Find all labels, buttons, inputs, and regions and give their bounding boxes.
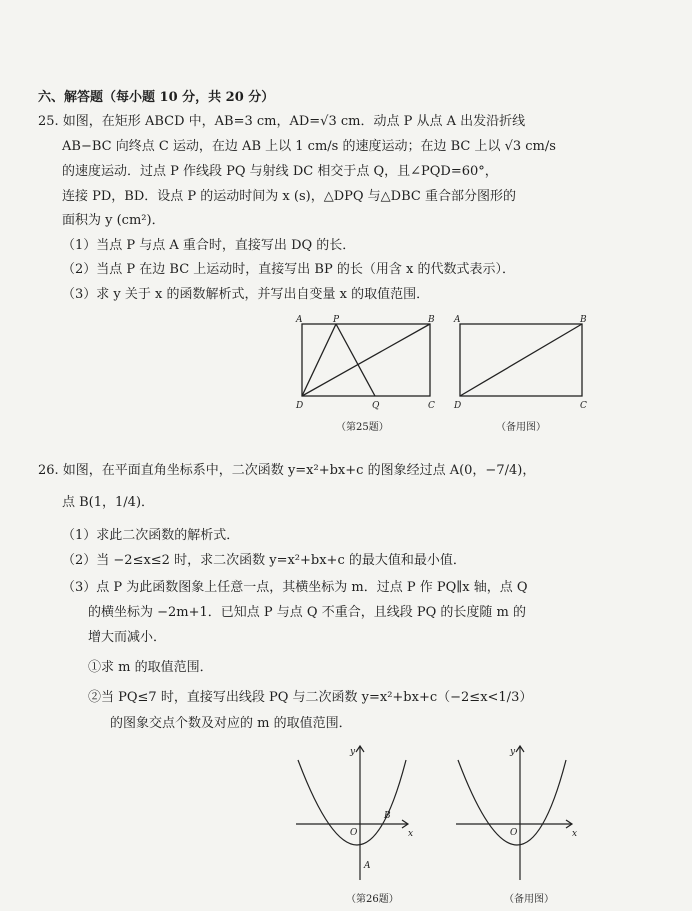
q25-label-q: Q — [372, 401, 380, 411]
q26-label-a: A — [364, 861, 371, 871]
q26-part-1: （1）求此二次函数的解析式． — [62, 528, 240, 543]
q25-label-d: D — [296, 401, 304, 411]
q25-part-3: （3）求 y 关于 x 的函数解析式，并写出自变量 x 的取值范围． — [62, 287, 430, 302]
q26-part-2: （2）当 −2≤x≤2 时，求二次函数 y=x²+bx+c 的最大值和最小值． — [62, 553, 466, 568]
q25-caption-spare: （备用图） — [496, 422, 546, 433]
q26-subpart-2-line-2: 的图象交点个数及对应的 m 的取值范围． — [110, 716, 352, 731]
q26-subpart-1: ①求 m 的取值范围． — [88, 660, 213, 675]
section-heading: 六、解答题（每小题 10 分，共 20 分） — [38, 90, 275, 105]
q25-part-2: （2）当点 P 在边 BC 上运动时，直接写出 BP 的长（用含 x 的代数式表示）． — [62, 262, 515, 277]
q26-part-3-line-3: 增大而减小． — [88, 630, 167, 645]
q26-label-b: B — [384, 811, 391, 821]
q25-spare-label-c: C — [580, 401, 587, 411]
q25-spare-label-a: A — [454, 315, 461, 325]
q26-label-x: x — [408, 829, 414, 839]
q26-spare-label-y: y — [510, 747, 516, 757]
q25-spare-label-b: B — [580, 315, 587, 325]
q25-line-4: 连接 PD，BD．设点 P 的运动时间为 x (s)，△DPQ 与△DBC 重合部分图形的 — [62, 189, 516, 204]
q25-spare-segment-db — [460, 324, 582, 396]
q25-line-2: AB−BC 向终点 C 运动，在边 AB 上以 1 cm/s 的速度运动；在边 BC 上以 √3 cm/s — [62, 139, 556, 154]
q25-label-b: B — [428, 315, 435, 325]
q26-spare-label-x: x — [572, 829, 578, 839]
q26-line-2: 点 B(1，1/4)． — [62, 495, 155, 510]
q25-spare-label-d: D — [454, 401, 462, 411]
q25-segment-pq — [336, 324, 375, 396]
q26-label-y: y — [350, 747, 356, 757]
q25-segment-dp — [302, 324, 336, 396]
q26-part-3-line-1: （3）点 P 为此函数图象上任意一点，其横坐标为 m．过点 P 作 PQ∥x 轴，点 Q — [62, 580, 528, 595]
q26-line-1: 26. 如图，在平面直角坐标系中，二次函数 y=x²+bx+c 的图象经过点 A(0，−7/4)， — [38, 463, 536, 478]
q26-part-3-line-2: 的横坐标为 −2m+1．已知点 P 与点 Q 不重合，且线段 PQ 的长度随 m 的 — [88, 605, 526, 620]
q25-line-5: 面积为 y (cm²)． — [62, 213, 165, 228]
q25-line-1: 25. 如图，在矩形 ABCD 中，AB=3 cm，AD=√3 cm．动点 P 从点 A 出发沿折线 — [38, 114, 526, 129]
q25-figures — [290, 312, 600, 417]
q26-figures — [288, 740, 588, 886]
q25-label-p: P — [333, 315, 340, 325]
q26-label-o: O — [350, 828, 358, 838]
q26-subpart-2-line-1: ②当 PQ≤7 时，直接写出线段 PQ 与二次函数 y=x²+bx+c（−2≤x<1/3） — [88, 690, 533, 705]
q25-line-3: 的速度运动．过点 P 作线段 PQ 与射线 DC 相交于点 Q，且∠PQD=60°， — [62, 164, 498, 179]
q26-caption-spare: （备用图） — [504, 894, 554, 905]
q25-label-c: C — [428, 401, 435, 411]
q26-caption-main: （第26题） — [346, 894, 399, 905]
q25-part-1: （1）当点 P 与点 A 重合时，直接写出 DQ 的长． — [62, 238, 356, 253]
q26-spare-label-o: O — [510, 828, 518, 838]
q25-segment-db — [302, 324, 430, 396]
q25-label-a: A — [296, 315, 303, 325]
q25-caption-main: （第25题） — [336, 422, 389, 433]
